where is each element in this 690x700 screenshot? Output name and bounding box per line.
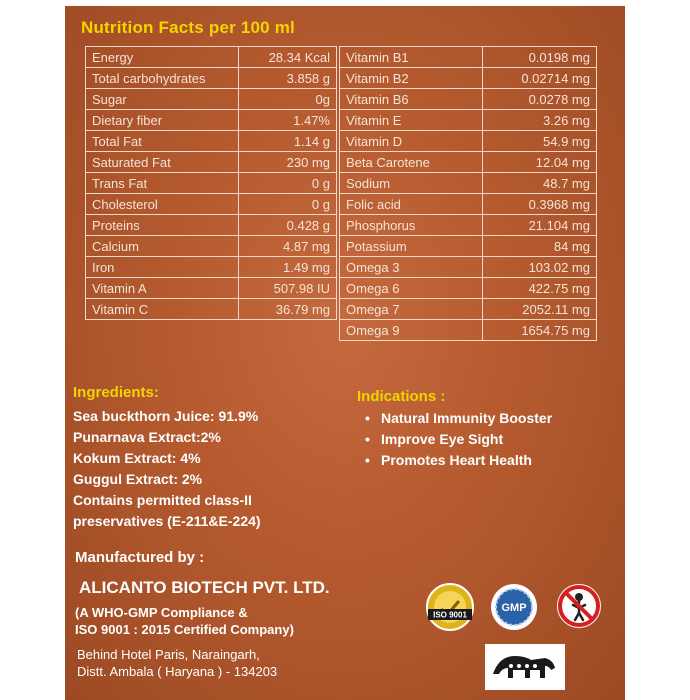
ingredient-line: Sea buckthorn Juice: 91.9% — [73, 408, 259, 424]
nutrition-row — [86, 257, 337, 278]
nutrient-name: Vitamin B2 — [340, 68, 483, 89]
nutrition-row — [86, 299, 337, 320]
nutrition-row — [86, 236, 337, 257]
nutrient-name: Omega 7 — [340, 299, 483, 320]
nutrient-value: 230 mg — [239, 152, 337, 173]
nutrition-row — [86, 89, 337, 110]
ingredients-list — [73, 406, 353, 532]
nutrition-row — [86, 68, 337, 89]
nutrient-value: 0.0278 mg — [483, 89, 597, 110]
address-block — [77, 646, 277, 680]
nutrition-row — [340, 278, 597, 299]
compliance-line: ISO 9001 : 2015 Certified Company) — [75, 622, 294, 637]
make-in-india-lion-icon — [485, 644, 565, 690]
nutrient-value: 54.9 mg — [483, 131, 597, 152]
nutrient-name: Iron — [86, 257, 239, 278]
nutrition-row — [340, 173, 597, 194]
nutrient-value: 1.49 mg — [239, 257, 337, 278]
nutrient-name: Vitamin C — [86, 299, 239, 320]
keep-away-from-children-icon — [555, 582, 603, 630]
nutrient-value: 1654.75 mg — [483, 320, 597, 341]
nutrient-value: 4.87 mg — [239, 236, 337, 257]
nutrition-row — [340, 131, 597, 152]
nutrient-value: 0.428 g — [239, 215, 337, 236]
nutrition-row — [340, 152, 597, 173]
nutrition-row — [86, 110, 337, 131]
nutrient-value: 12.04 mg — [483, 152, 597, 173]
gmp-logo-icon — [489, 582, 539, 632]
nutrition-row — [340, 89, 597, 110]
bullet-icon: • — [365, 431, 370, 447]
nutrient-name: Dietary fiber — [86, 110, 239, 131]
nutrient-value: 1.14 g — [239, 131, 337, 152]
nutrient-value: 36.79 mg — [239, 299, 337, 320]
nutrient-name: Potassium — [340, 236, 483, 257]
iso-seal-text: ISO 9001 — [433, 610, 467, 620]
nutrient-value: 21.104 mg — [483, 215, 597, 236]
nutrient-name: Proteins — [86, 215, 239, 236]
ingredient-line: preservatives (E-211&E-224) — [73, 513, 261, 529]
nutrition-row — [86, 173, 337, 194]
nutrient-name: Sodium — [340, 173, 483, 194]
nutrient-value: 3.858 g — [239, 68, 337, 89]
nutrient-name: Vitamin B6 — [340, 89, 483, 110]
nutrient-name: Beta Carotene — [340, 152, 483, 173]
nutrition-row — [340, 236, 597, 257]
nutrient-value: 0 g — [239, 173, 337, 194]
nutrition-row — [340, 299, 597, 320]
compliance-line: (A WHO-GMP Compliance & — [75, 605, 248, 620]
bullet-icon: • — [365, 452, 370, 468]
address-line: Distt. Ambala ( Haryana ) - 134203 — [77, 664, 278, 679]
nutrient-name: Total Fat — [86, 131, 239, 152]
indication-text: Natural Immunity Booster — [381, 410, 553, 426]
nutrient-name: Sugar — [86, 89, 239, 110]
address-line: Behind Hotel Paris, Naraingarh, — [77, 647, 260, 662]
compliance-block — [75, 604, 294, 638]
indication-text: Improve Eye Sight — [381, 431, 504, 447]
indication-text: Promotes Heart Health — [381, 452, 532, 468]
nutrition-title: Nutrition Facts per 100 ml — [81, 18, 295, 37]
product-label-panel — [65, 6, 625, 700]
nutrient-name: Phosphorus — [340, 215, 483, 236]
nutrient-name: Omega 6 — [340, 278, 483, 299]
nutrition-table-left — [85, 46, 337, 320]
nutrient-value: 1.47% — [239, 110, 337, 131]
nutrient-name: Vitamin E — [340, 110, 483, 131]
nutrient-name: Cholesterol — [86, 194, 239, 215]
gmp-logo-text: GMP — [501, 602, 527, 614]
company-name: ALICANTO BIOTECH PVT. LTD. — [79, 578, 330, 597]
nutrient-value: 422.75 mg — [483, 278, 597, 299]
nutrient-value: 0 g — [239, 194, 337, 215]
nutrient-name: Calcium — [86, 236, 239, 257]
nutrient-value: 0.02714 mg — [483, 68, 597, 89]
nutrition-row — [86, 194, 337, 215]
nutrition-row — [340, 320, 597, 341]
nutrition-row — [86, 47, 337, 68]
nutrient-name: Energy — [86, 47, 239, 68]
nutrient-name: Omega 9 — [340, 320, 483, 341]
nutrition-row — [340, 215, 597, 236]
nutrient-name: Vitamin B1 — [340, 47, 483, 68]
nutrition-row — [86, 131, 337, 152]
nutrient-name: Total carbohydrates — [86, 68, 239, 89]
nutrient-value: 3.26 mg — [483, 110, 597, 131]
iso-seal-icon — [425, 582, 475, 632]
indication-item — [365, 429, 552, 450]
nutrient-value: 84 mg — [483, 236, 597, 257]
nutrition-row — [86, 278, 337, 299]
ingredients-heading: Ingredients: — [73, 384, 159, 401]
nutrition-row — [86, 215, 337, 236]
ingredient-line: Punarnava Extract:2% — [73, 429, 221, 445]
nutrition-row — [86, 152, 337, 173]
nutrient-value: 507.98 IU — [239, 278, 337, 299]
nutrition-table-right — [339, 46, 597, 341]
nutrition-row — [340, 47, 597, 68]
nutrition-row — [340, 194, 597, 215]
nutrient-name: Trans Fat — [86, 173, 239, 194]
indications-heading: Indications : — [357, 388, 446, 405]
nutrient-value: 2052.11 mg — [483, 299, 597, 320]
nutrition-row — [340, 68, 597, 89]
indication-item — [365, 408, 552, 429]
ingredient-line: Guggul Extract: 2% — [73, 471, 203, 487]
nutrition-row — [340, 257, 597, 278]
nutrient-value: 28.34 Kcal — [239, 47, 337, 68]
nutrient-name: Saturated Fat — [86, 152, 239, 173]
nutrient-value: 0.0198 mg — [483, 47, 597, 68]
nutrient-name: Vitamin A — [86, 278, 239, 299]
indications-list — [365, 408, 552, 471]
nutrition-row — [340, 110, 597, 131]
nutrient-name: Vitamin D — [340, 131, 483, 152]
nutrient-value: 103.02 mg — [483, 257, 597, 278]
indication-item — [365, 450, 552, 471]
nutrient-name: Omega 3 — [340, 257, 483, 278]
manufactured-by-heading: Manufactured by : — [75, 549, 205, 566]
nutrient-value: 48.7 mg — [483, 173, 597, 194]
ingredient-line: Contains permitted class-II — [73, 492, 252, 508]
ingredient-line: Kokum Extract: 4% — [73, 450, 201, 466]
nutrient-value: 0.3968 mg — [483, 194, 597, 215]
nutrient-value: 0g — [239, 89, 337, 110]
nutrient-name: Folic acid — [340, 194, 483, 215]
bullet-icon: • — [365, 410, 370, 426]
